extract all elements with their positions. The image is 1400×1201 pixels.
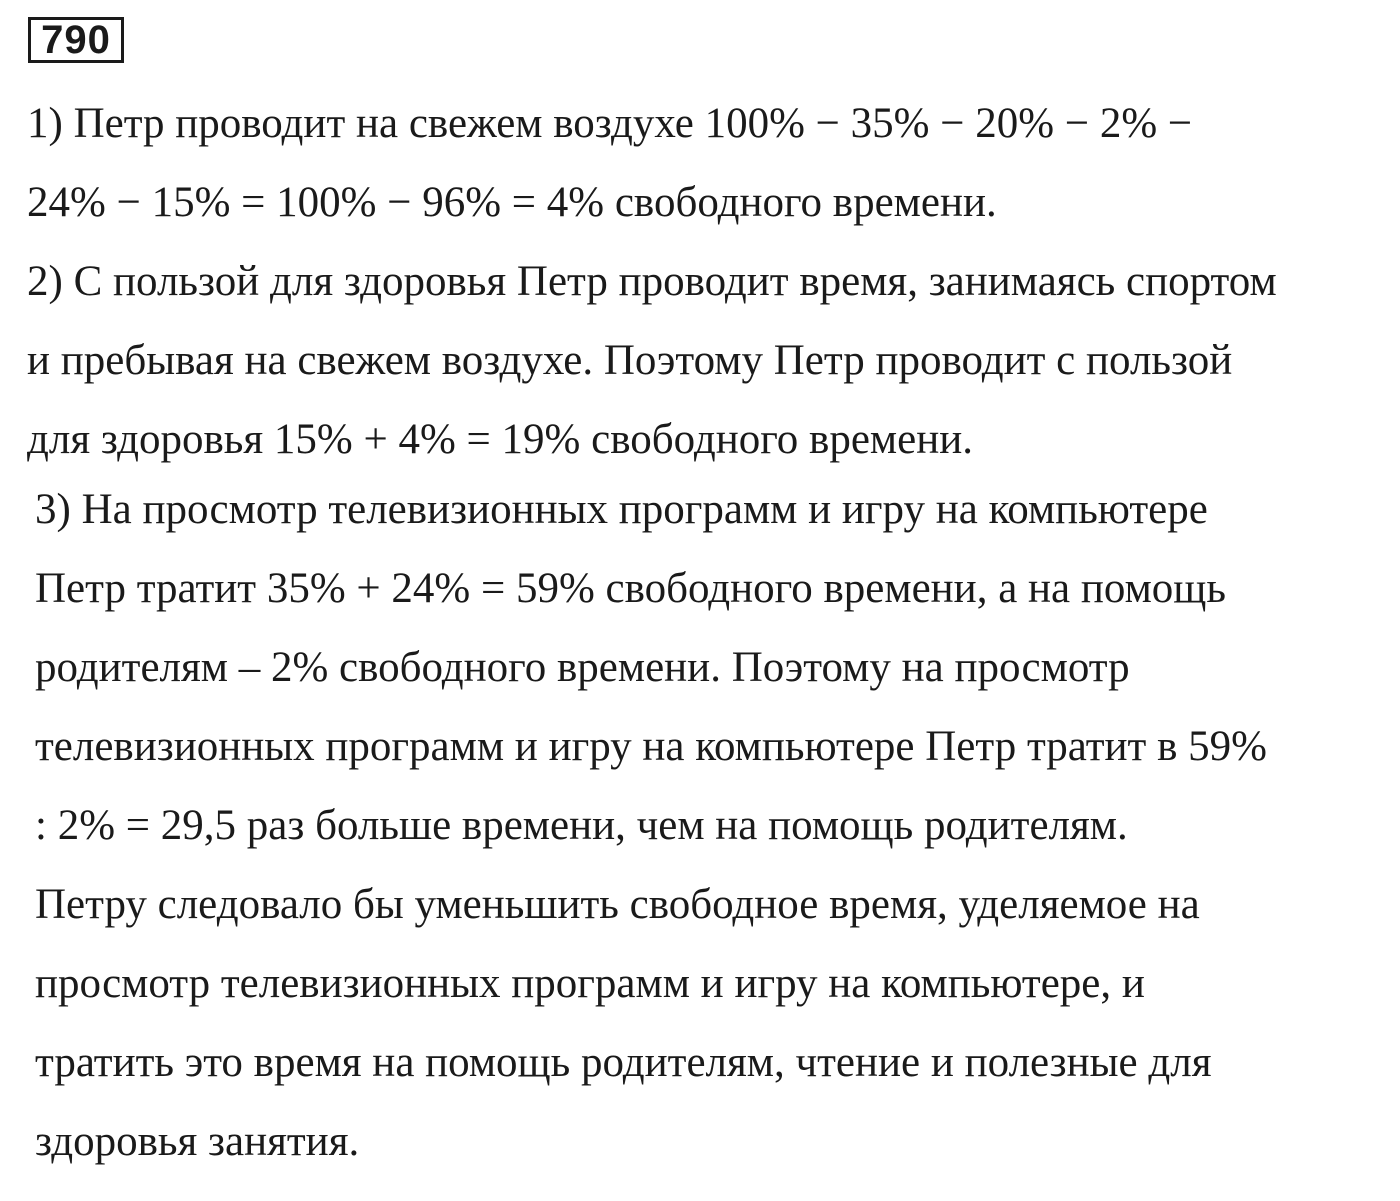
task-number-box: 790 (28, 17, 124, 63)
text-line: просмотр телевизионных программ и игру на компьютере, и (35, 960, 1145, 1007)
text-line: для здоровья 15% + 4% = 19% свободного времени. (27, 416, 973, 463)
text-line: 1) Петр проводит на свежем воздухе 100% − 35% − 20% − 2% − (27, 100, 1193, 147)
text-line: 2) С пользой для здоровья Петр проводит время, занимаясь спортом (27, 258, 1277, 305)
text-line: родителям – 2% свободного времени. Поэтому на просмотр (35, 644, 1130, 691)
text-line: здоровья занятия. (35, 1118, 360, 1165)
text-line: : 2% = 29,5 раз больше времени, чем на помощь родителям. (35, 802, 1128, 849)
text-line: Петру следовало бы уменьшить свободное время, уделяемое на (35, 881, 1200, 928)
text-line: 3) На просмотр телевизионных программ и игру на компьютере (35, 486, 1208, 533)
text-line: Петр тратит 35% + 24% = 59% свободного времени, а на помощь (35, 565, 1227, 612)
text-line: 24% − 15% = 100% − 96% = 4% свободного времени. (27, 179, 997, 226)
text-line: и пребывая на свежем воздухе. Поэтому Петр проводит с пользой (27, 337, 1233, 384)
text-line: телевизионных программ и игру на компьютере Петр тратит в 59% (35, 723, 1267, 770)
text-line: тратить это время на помощь родителям, чтение и полезные для (35, 1039, 1212, 1086)
